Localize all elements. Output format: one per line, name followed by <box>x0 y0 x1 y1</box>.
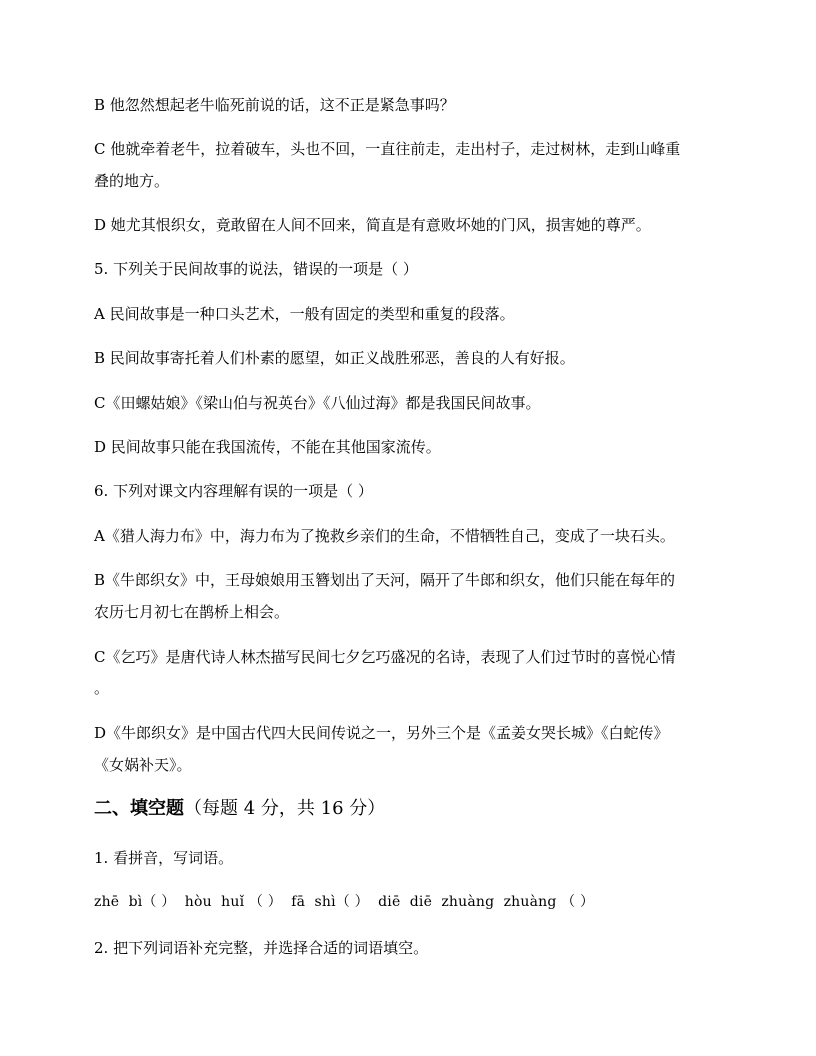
section-2-heading <box>94 792 724 826</box>
q6-option-a: A《猎人海力布》中，海力布为了挽救乡亲们的生命，不惜牺牲自己，变成了一块石头。 <box>94 527 675 545</box>
q6-option-b-line2: 农历七月初七在鹊桥上相会。 <box>94 603 290 621</box>
fill2-stem: 2. 把下列词语补充完整，并选择合适的词语填空。 <box>94 939 429 957</box>
q6-option-b-line1: B《牛郎织女》中，王母娘娘用玉簪划出了天河，隔开了牛郎和织女，他们只能在每年的 <box>94 571 676 589</box>
q5-option-a: A 民间故事是一种口头艺术，一般有固定的类型和重复的段落。 <box>94 305 515 323</box>
q6-stem: 6. 下列对课文内容理解有误的一项是（ ） <box>94 482 373 500</box>
q6-option-c-line2: 。 <box>94 679 110 697</box>
fill1-pinyin-row: zhē bì（ ） hòu huǐ （ ） fā shì（ ） diē diē zhuàng zhuàng （ ） <box>94 894 595 910</box>
q6-option-d-line2: 《女娲补天》。 <box>94 756 192 774</box>
q5-option-b: B 民间故事寄托着人们朴素的愿望，如正义战胜邪恶，善良的人有好报。 <box>94 349 575 367</box>
q5-stem: 5. 下列关于民间故事的说法，错误的一项是（ ） <box>94 260 418 278</box>
q4-option-c-line2: 叠的地方。 <box>94 172 170 190</box>
q6-option-d-line1: D《牛郎织女》是中国古代四大民间传说之一，另外三个是《孟姜女哭长城》《白蛇传》 <box>94 724 669 742</box>
q4-option-c-line1: C 他就牵着老牛，拉着破车，头也不回，一直往前走，走出村子，走过树林，走到山峰重 <box>94 140 681 158</box>
q5-option-c: C《田螺姑娘》《梁山伯与祝英台》《八仙过海》都是我国民间故事。 <box>94 394 541 412</box>
section-2-title: 二、填空题 <box>94 798 184 819</box>
section-2-score-note: （每题 4 分，共 16 分） <box>184 798 386 819</box>
q4-option-b: B 他忽然想起老牛临死前说的话，这不正是紧急事吗？ <box>94 96 455 114</box>
q5-option-d: D 民间故事只能在我国流传，不能在其他国家流传。 <box>94 438 441 456</box>
q4-option-d: D 她尤其恨织女，竟敢留在人间不回来，简直是有意败坏她的门风，损害她的尊严。 <box>94 216 651 234</box>
q6-option-c-line1: C《乞巧》是唐代诗人林杰描写民间七夕乞巧盛况的名诗，表现了人们过节时的喜悦心情 <box>94 648 676 666</box>
fill1-stem: 1. 看拼音，写词语。 <box>94 849 234 867</box>
